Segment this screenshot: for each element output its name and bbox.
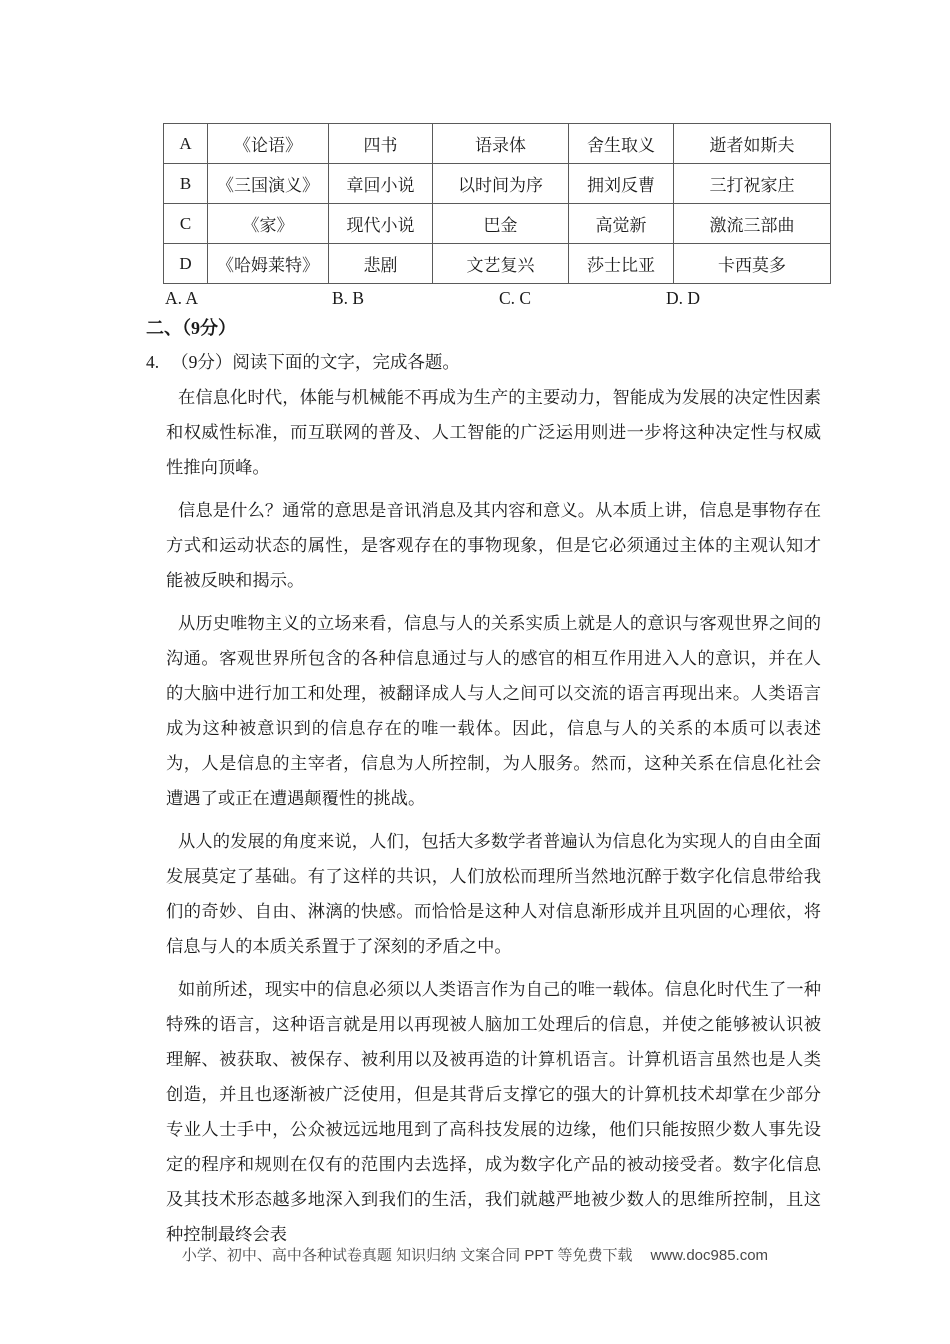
table-cell: 语录体 xyxy=(433,124,569,164)
table-cell: 高觉新 xyxy=(569,204,674,244)
question-number: 4. xyxy=(146,352,160,372)
table-cell: 拥刘反曹 xyxy=(569,164,674,204)
literature-knowledge-table xyxy=(163,123,831,284)
question-header xyxy=(146,350,460,374)
page-footer xyxy=(0,1246,950,1266)
table-cell: 舍生取义 xyxy=(569,124,674,164)
option-d[interactable]: D. D xyxy=(666,288,701,308)
table-cell: 莎士比亚 xyxy=(569,244,674,284)
passage-paragraph: 从人的发展的角度来说，人们，包括大多数学者普遍认为信息化为实现人的自由全面发展莫定了基础。有了这样的共识，人们放松而理所当然地沉醉于数字化信息带给我们的奇妙、自由、淋漓的快感。而恰恰是这种人对信息渐形成并且巩固的心理依，将信息与人的本质关系置于了深刻的矛盾之中。 xyxy=(166,832,821,956)
table-cell: 巴金 xyxy=(433,204,569,244)
passage-paragraph: 如前所述，现实中的信息必须以人类语言作为自己的唯一载体。信息化时代生了一种特殊的语言，这种语言就是用以再现被人脑加工处理后的信息，并使之能够被认识被理解、被获取、被保存、被利用以及被再造的计算机语言。计算机语言虽然也是人类创造，并且也逐渐被广泛使用，但是其背后支撑它的强大的计算机技术却掌在少部分专业人士手中，公众被远远地甩到了高科技发展的边缘，他们只能按照少数人事先设定的程序和规则在仅有的范围内去选择，成为数字化产品的被动接受者。数字化信息及其技术形态越多地深入到我们的生活，我们就越严地被少数人的思维所控制，且这种控制最终会表 xyxy=(166,980,821,1244)
footer-promo-text: 小学、初中、高中各种试卷真题 知识归纳 文案合同 PPT 等免费下载 xyxy=(181,1247,633,1264)
table-cell: 激流三部曲 xyxy=(674,204,831,244)
section-heading: 二、（9分） xyxy=(146,318,236,338)
table-cell: 《论语》 xyxy=(208,124,329,164)
table-cell: 悲剧 xyxy=(329,244,433,284)
option-c[interactable]: C. C xyxy=(499,288,532,308)
table-cell: 三打祝家庄 xyxy=(674,164,831,204)
table-cell: 现代小说 xyxy=(329,204,433,244)
option-b[interactable]: B. B xyxy=(332,288,365,308)
table-row xyxy=(164,164,831,204)
table-cell: 卡西莫多 xyxy=(674,244,831,284)
table-cell: 《三国演义》 xyxy=(208,164,329,204)
passage-paragraph: 信息是什么？通常的意思是音讯消息及其内容和意义。从本质上讲，信息是事物存在方式和运动状态的属性，是客观存在的事物现象，但是它必须通过主体的主观认知才能被反映和揭示。 xyxy=(166,501,821,590)
row-label: B xyxy=(164,164,208,204)
table-row xyxy=(164,244,831,284)
table-cell: 四书 xyxy=(329,124,433,164)
passage-paragraph: 在信息化时代，体能与机械能不再成为生产的主要动力，智能成为发展的决定性因素和权威性标准，而互联网的普及、人工智能的广泛运用则进一步将这种决定性与权威性推向顶峰。 xyxy=(166,388,821,477)
question-text: （9分）阅读下面的文字，完成各题。 xyxy=(171,352,460,372)
table-cell: 章回小说 xyxy=(329,164,433,204)
answer-options-row xyxy=(165,288,833,308)
table-row xyxy=(164,124,831,164)
table-cell: 《家》 xyxy=(208,204,329,244)
row-label: C xyxy=(164,204,208,244)
passage-paragraph: 从历史唯物主义的立场来看，信息与人的关系实质上就是人的意识与客观世界之间的沟通。客观世界所包含的各种信息通过与人的感官的相互作用进入人的意识，并在人的大脑中进行加工和处理，被翻译成人与人之间可以交流的语言再现出来。人类语言成为这种被意识到的信息存在的唯一载体。因此，信息与人的关系的本质可以表述为，人是信息的主宰者，信息为人所控制，为人服务。然而，这种关系在信息化社会遭遇了或正在遭遇颠覆性的挑战。 xyxy=(166,614,821,808)
footer-site-link[interactable]: www.doc985.com xyxy=(650,1247,769,1264)
table-row xyxy=(164,204,831,244)
table-cell: 文艺复兴 xyxy=(433,244,569,284)
row-label: D xyxy=(164,244,208,284)
option-a[interactable]: A. A xyxy=(165,288,199,308)
row-label: A xyxy=(164,124,208,164)
reading-passage xyxy=(166,380,821,1260)
table-cell: 《哈姆莱特》 xyxy=(208,244,329,284)
table-cell: 逝者如斯夫 xyxy=(674,124,831,164)
table-cell: 以时间为序 xyxy=(433,164,569,204)
